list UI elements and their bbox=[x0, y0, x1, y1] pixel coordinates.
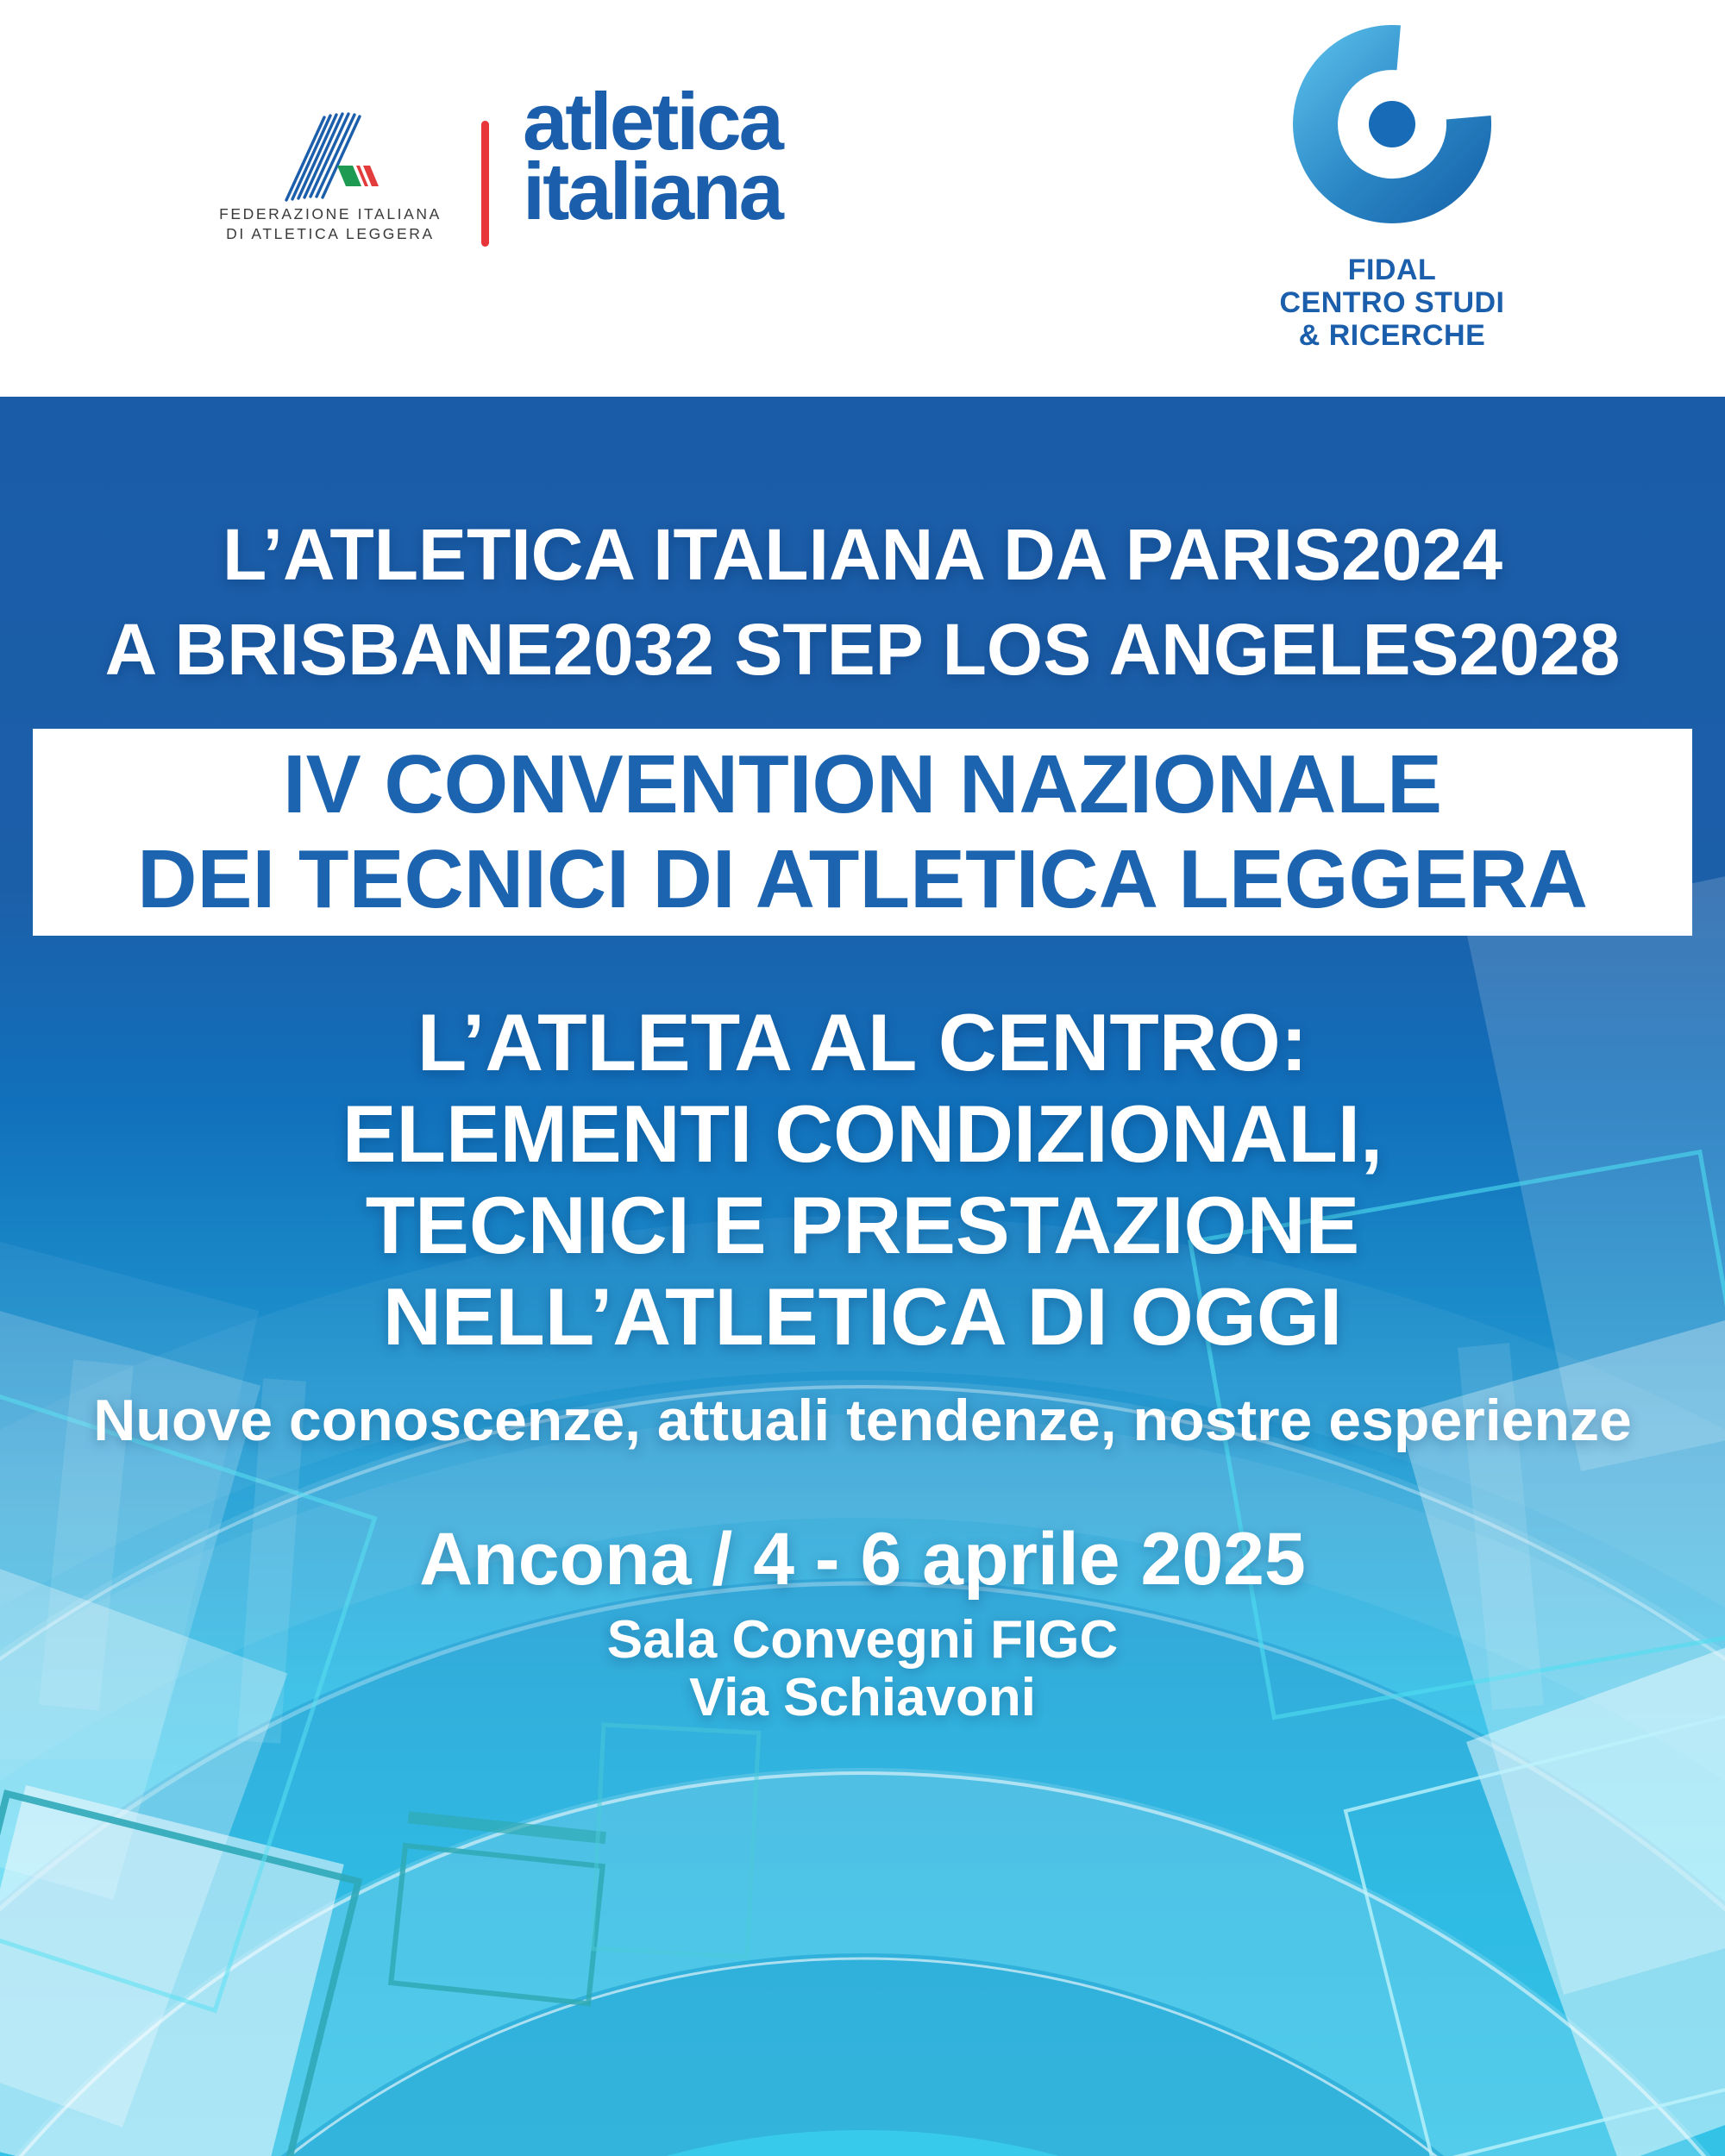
federation-name bbox=[188, 204, 473, 244]
convention-line1: IV CONVENTION NAZIONALE bbox=[282, 738, 1443, 830]
wordmark-line2: italiana bbox=[523, 146, 781, 236]
red-divider-bar bbox=[481, 121, 489, 247]
centro-studi-label bbox=[1252, 254, 1532, 352]
centro-studi-line1: FIDAL bbox=[1347, 254, 1437, 286]
header-band bbox=[0, 0, 1725, 397]
atletica-italiana-wordmark bbox=[523, 76, 781, 236]
venue-line1: Sala Convegni FIGC bbox=[606, 1610, 1119, 1670]
convention-banner bbox=[33, 729, 1692, 936]
centro-studi-ring-logo-icon bbox=[1287, 24, 1497, 231]
subtitle: Nuove conoscenze, attuali tendenze, nostre esperienze bbox=[93, 1388, 1632, 1453]
venue-line2: Via Schiavoni bbox=[688, 1668, 1037, 1727]
theme-line4: NELL’ATLETICA DI OGGI bbox=[382, 1271, 1343, 1362]
federation-name-line1: FEDERAZIONE ITALIANA bbox=[219, 205, 442, 222]
wordmark-line1: atletica bbox=[523, 76, 781, 166]
event-title bbox=[0, 507, 1725, 697]
theme-line3: TECNICI E PRESTAZIONE bbox=[365, 1180, 1360, 1270]
venue bbox=[0, 1611, 1725, 1727]
event-title-line1: L’ATLETICA ITALIANA DA PARIS2024 bbox=[222, 514, 1503, 595]
event-title-line2: A BRISBANE2032 STEP LOS ANGELES2028 bbox=[104, 609, 1621, 690]
fidal-stripes-logo-icon bbox=[274, 110, 386, 207]
centro-studi-line2: CENTRO STUDI bbox=[1279, 286, 1505, 319]
theme-line2: ELEMENTI CONDIZIONALI, bbox=[342, 1088, 1383, 1179]
theme-heading bbox=[0, 997, 1725, 1363]
theme-line1: L’ATLETA AL CENTRO: bbox=[417, 997, 1308, 1087]
convention-line2: DEI TECNICI DI ATLETICA LEGGERA bbox=[137, 833, 1588, 925]
event-date: Ancona / 4 - 6 aprile 2025 bbox=[419, 1518, 1306, 1601]
centro-studi-line3: & RICERCHE bbox=[1298, 319, 1486, 352]
federation-name-line2: DI ATLETICA LEGGERA bbox=[226, 225, 435, 242]
